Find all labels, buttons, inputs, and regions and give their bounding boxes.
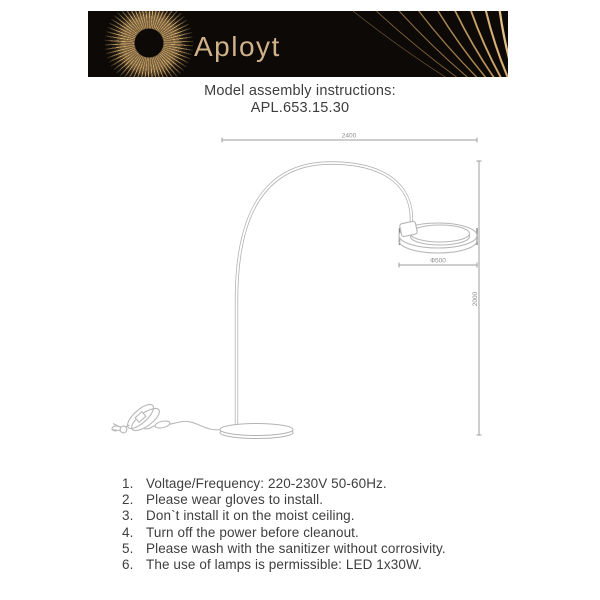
power-cord [112, 401, 221, 435]
item-text: Please wear gloves to install. [146, 492, 324, 508]
instruction-item [122, 557, 446, 573]
inline-switch [154, 420, 170, 429]
item-text: The use of lamps is permissible: LED 1x30W. [146, 557, 422, 573]
arc-pole [237, 163, 412, 432]
plug-body [120, 426, 127, 433]
item-text: Don`t install it on the moist ceiling. [146, 508, 355, 524]
item-number: 1. [122, 476, 134, 491]
dim-diameter-label: Ф500 [430, 257, 446, 265]
brand-logo-text: Aployt [194, 31, 281, 62]
instruction-item [122, 476, 446, 492]
model-number: APL.653.15.30 [250, 99, 350, 116]
item-text: Please wash with the sanitizer without corrosivity. [146, 540, 446, 556]
item-number: 2. [122, 492, 134, 508]
instruction-item [122, 525, 446, 541]
instructions-list [122, 476, 446, 573]
base-disc [220, 424, 293, 439]
instruction-item [122, 508, 446, 524]
page-title: Model assembly instructions: [204, 83, 396, 99]
instruction-item [122, 492, 446, 508]
dimension-lines [222, 138, 482, 436]
item-text: Turn off the power before cleanout. [146, 524, 359, 540]
dim-height-label: 2000 [472, 291, 479, 307]
item-text: Voltage/Frequency: 220-230V 50-60Hz. [146, 476, 387, 491]
item-number: 6. [122, 557, 134, 573]
item-number: 5. [122, 540, 134, 556]
item-number: 3. [122, 508, 134, 524]
arc-ring-connector [399, 221, 417, 237]
item-number: 4. [122, 524, 134, 540]
instruction-item [122, 541, 446, 557]
dim-width-label: 2400 [341, 132, 357, 140]
